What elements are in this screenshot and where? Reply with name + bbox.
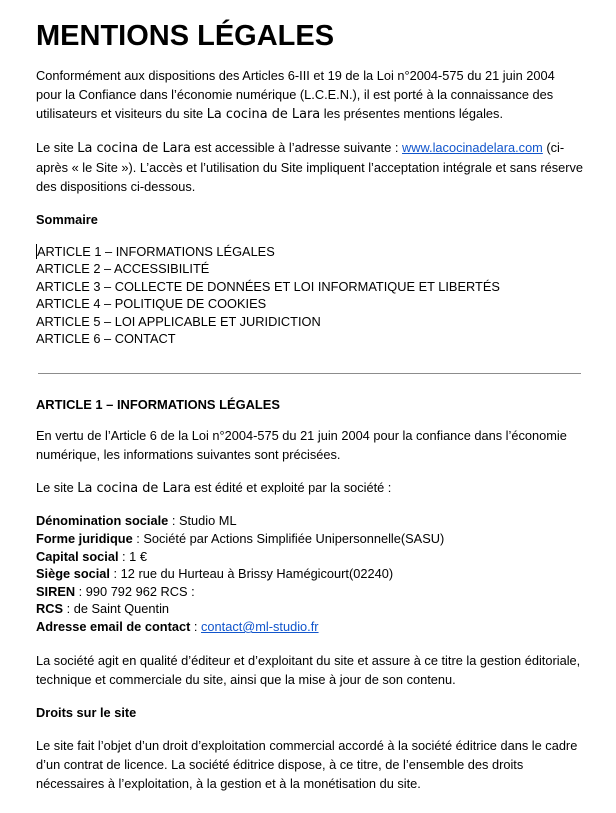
sommaire-item-label: ARTICLE 4 – POLITIQUE DE COOKIES — [36, 296, 267, 312]
sommaire-item-4 — [36, 295, 583, 312]
access-text-before: Le site — [36, 140, 78, 155]
company-row-label: SIREN — [36, 583, 76, 599]
company-row-value: de Saint Quentin — [73, 601, 170, 617]
access-text-after: (ci-après « le Site »). L’accès et l’utilisation du Site impliquent l’acceptation intégrale et sans réserve des dispositions ci-dessous. — [36, 140, 584, 194]
site-url-link[interactable]: www.lacocinadelara.com — [402, 140, 543, 155]
company-row-siren — [36, 583, 583, 601]
sommaire-item-6 — [36, 330, 583, 347]
company-row-label: Capital social — [36, 548, 119, 564]
sommaire-item-5 — [36, 313, 583, 330]
label-separator: : — [63, 601, 74, 617]
company-row-value: Société par Actions Simplifiée Unipersonnelle(SASU) — [143, 531, 445, 547]
company-row-value: 990 792 962 RCS : — [85, 583, 195, 599]
label-separator: : — [132, 531, 144, 547]
company-details — [36, 512, 583, 635]
edited-text-before: Le site — [36, 480, 78, 496]
sommaire-item-2 — [36, 260, 583, 277]
label-separator: : — [190, 619, 202, 634]
site-name: La cocina de Lara — [77, 141, 191, 156]
company-row-value: Studio ML — [178, 513, 237, 529]
company-row-label: Dénomination sociale — [36, 513, 169, 529]
label-separator: : — [168, 513, 179, 529]
site-name: La cocina de Lara — [77, 481, 191, 497]
company-row-label: Adresse email de contact — [36, 619, 191, 634]
company-row-email — [36, 618, 583, 636]
label-separator: : — [75, 583, 86, 599]
droits-paragraph: Le site fait l’objet d’un droit d’exploitation commercial accordé à la société éditrice dans le cadre d’un contrat de licence. La société éditrice dispose, à ce titre, de l’ensemble des droits nécessaires à l’exploitation, à la gestion et à la monétisation du site. — [36, 737, 578, 791]
sommaire-item-label: ARTICLE 5 – LOI APPLICABLE ET JURIDICTION — [36, 313, 321, 329]
sommaire-item-1 — [36, 243, 583, 260]
article1-edited-paragraph — [36, 478, 583, 498]
article1-law-paragraph: En vertu de l’Article 6 de la Loi n°2004-575 du 21 juin 2004 pour la confiance dans l’économie numérique, les informations suivantes sont précisées. — [36, 428, 567, 463]
company-row-rcs — [36, 600, 583, 618]
sommaire-item-label: ARTICLE 1 – INFORMATIONS LÉGALES — [37, 244, 275, 259]
company-row-value: 12 rue du Hurteau à Brissy Hamégicourt(02240) — [120, 566, 394, 582]
company-row-capital-social — [36, 548, 583, 566]
sommaire-list — [36, 243, 583, 347]
sommaire-item-label: ARTICLE 2 – ACCESSIBILITÉ — [36, 261, 210, 277]
label-separator: : — [118, 548, 130, 564]
company-row-label: RCS — [36, 601, 64, 617]
company-row-denomination — [36, 512, 583, 530]
article1-role-paragraph: La société agit en qualité d’éditeur et d’exploitant du site et assure à ce titre la gestion éditoriale, technique et commerciale du site, ainsi que la mise à jour de son contenu. — [36, 652, 581, 687]
contact-email-link[interactable]: contact@ml-studio.fr — [201, 619, 319, 634]
page-title: MENTIONS LÉGALES — [36, 20, 335, 52]
section-divider — [38, 373, 581, 374]
access-text-mid: est accessible à l’adresse suivante : — [190, 140, 403, 155]
site-name: La cocina de Lara — [206, 107, 321, 122]
sommaire-item-label: ARTICLE 3 – COLLECTE DE DONNÉES ET LOI INFORMATIQUE ET LIBERTÉS — [36, 278, 500, 294]
intro-text-before: Conformément aux dispositions des Articles 6-III et 19 de la Loi n°2004-575 du 21 juin 2004 pour la Confiance dans l’économie numérique (L.C.E.N.), il est porté à la connaissance des utilisateurs et visiteurs du site — [36, 68, 555, 121]
access-paragraph — [36, 138, 583, 196]
company-row-label: Forme juridique — [36, 531, 133, 547]
intro-paragraph — [36, 66, 583, 124]
intro-text-after: les présentes mentions légales. — [320, 106, 503, 121]
label-separator: : — [109, 566, 121, 582]
company-row-forme-juridique — [36, 530, 583, 548]
sommaire-item-label: ARTICLE 6 – CONTACT — [36, 331, 176, 347]
article1-heading: ARTICLE 1 – INFORMATIONS LÉGALES — [36, 397, 280, 413]
company-row-value: 1 € — [129, 548, 147, 564]
sommaire-heading: Sommaire — [36, 212, 98, 227]
droits-subheading: Droits sur le site — [36, 704, 137, 720]
company-row-siege-social — [36, 565, 583, 583]
edited-text-after: est édité et exploité par la société : — [190, 480, 392, 496]
sommaire-item-3 — [36, 278, 583, 295]
company-row-label: Siège social — [36, 566, 110, 582]
